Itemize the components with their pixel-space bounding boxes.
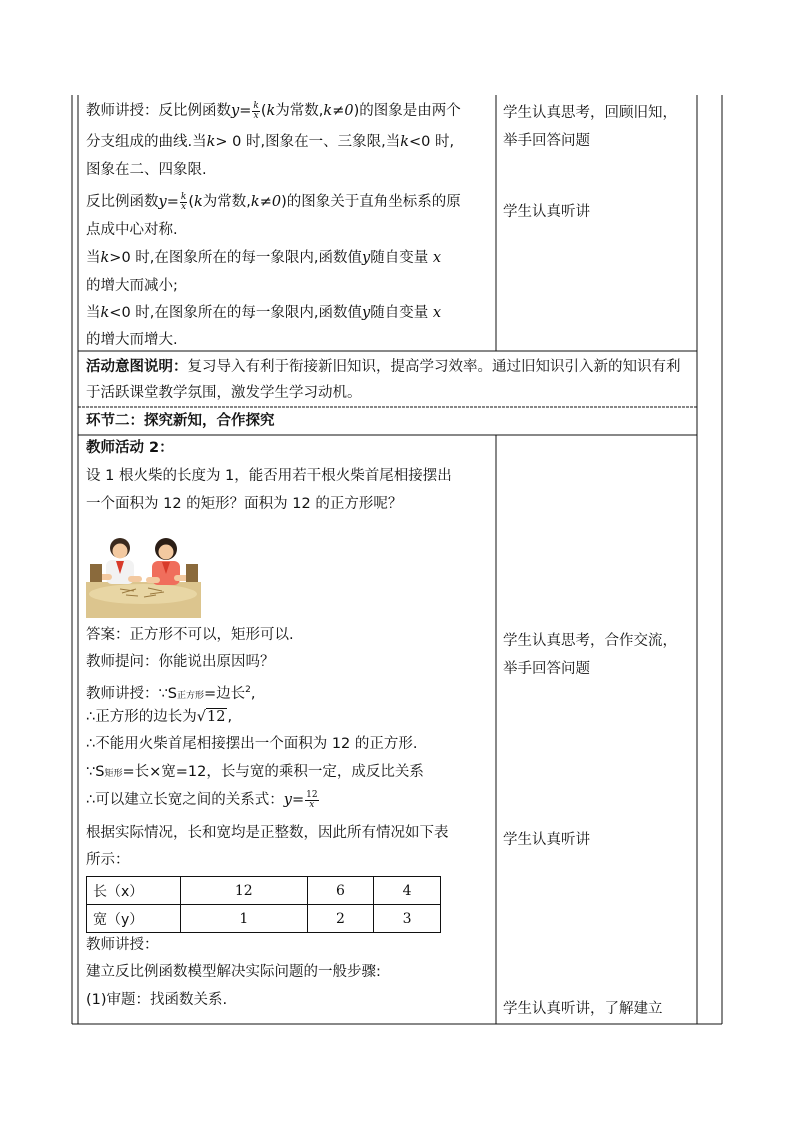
fraction-k-over-x: $\frac{k}{x}$ xyxy=(180,191,187,212)
table-cell: 长（x） xyxy=(87,877,181,905)
table-cell: 12 xyxy=(181,877,308,905)
activity2-label: 教师活动 2： xyxy=(86,440,174,456)
row2-right-response-a: 学生认真思考，合作交流，举手回答问题 xyxy=(503,633,677,677)
children-matchsticks-illustration xyxy=(86,534,201,618)
teaching-line-9: 建立反比例函数模型解决实际问题的一般步骤: xyxy=(86,964,381,980)
row1-line-5: 点成中心对称. xyxy=(86,222,178,238)
teaching-line-4: ∵S矩形=长×宽=12，长与宽的乘积一定，成反比关系 xyxy=(86,764,424,780)
table-row xyxy=(87,877,441,905)
row1-line-8: 当k<0 时,在图象所在的每一象限内,函数值y随自变量 x xyxy=(86,305,441,321)
teaching-line-8: 教师讲授： xyxy=(86,937,159,953)
teaching-line-3: ∴不能用火柴首尾相接摆出一个面积为 12 的正方形. xyxy=(86,736,418,752)
row1-line-2: 分支组成的曲线.当k> 0 时,图象在一、三象限,当k<0 时, xyxy=(86,134,455,150)
table-cell: 宽（y） xyxy=(87,905,181,933)
table-cell: 6 xyxy=(307,877,374,905)
table-row xyxy=(87,905,441,933)
row2-right-response-c: 学生认真听讲，了解建立 xyxy=(503,1001,663,1017)
table-cell: 2 xyxy=(307,905,374,933)
question-line-2: 一个面积为 12 的矩形？面积为 12 的正方形呢？ xyxy=(86,496,403,512)
teaching-line-2: ∴正方形的边长为√12 , xyxy=(86,709,233,725)
row1-line-6: 当k>0 时,在图象所在的每一象限内,函数值y随自变量 x xyxy=(86,250,441,266)
row1-line-3: 图象在二、四象限. xyxy=(86,162,207,178)
row1-right-response-a: 学生认真思考，回顾旧知，举手回答问题 xyxy=(503,105,677,149)
length-width-table xyxy=(86,876,441,933)
row1-line-9: 的增大而增大. xyxy=(86,332,178,348)
teaching-line-1: 教师讲授：∵S正方形=边长$^2$, xyxy=(86,685,256,702)
table-cell: 1 xyxy=(181,905,308,933)
row1-line-4: 反比例函数y= $\frac{k}{x}$ (k为常数,k≠0)的图象关于直角坐标系的原 xyxy=(86,191,461,212)
table-cell: 4 xyxy=(374,877,441,905)
sqrt-sign: √ xyxy=(196,709,206,725)
row1-right-response-b: 学生认真听讲 xyxy=(503,204,590,220)
row2-right-response-b: 学生认真听讲 xyxy=(503,832,590,848)
fraction-k-over-x: $\frac{k}{x}$ xyxy=(253,100,259,121)
teacher-question: 教师提问：你能说出原因吗？ xyxy=(86,654,275,670)
teaching-line-5: ∴可以建立长宽之间的关系式：y= $\frac{12}{x}$ xyxy=(86,789,318,810)
activity-intent: 活动意图说明：复习导入有利于衔接新旧知识，提高学习效率。通过旧知识引入新的知识有利于活跃课堂教学氛围，激发学生学习动机。 xyxy=(86,359,681,401)
section-2-title: 环节二：探究新知，合作探究 xyxy=(86,413,275,429)
teaching-line-10: (1)审题：找函数关系. xyxy=(86,992,228,1008)
teaching-line-7: 所示： xyxy=(86,852,130,868)
answer-line: 答案：正方形不可以，矩形可以. xyxy=(86,627,294,643)
table-cell: 3 xyxy=(374,905,441,933)
fraction-12-over-x: $\frac{12}{x}$ xyxy=(306,789,318,810)
row1-line-1: 教师讲授：反比例函数y= $\frac{k}{x}$ (k为常数,k≠0)的图象是由两个 xyxy=(86,100,461,121)
question-line-1: 设 1 根火柴的长度为 1，能否用若干根火柴首尾相接摆出 xyxy=(86,468,452,484)
row1-line-7: 的增大而减小; xyxy=(86,278,178,294)
teaching-line-6: 根据实际情况，长和宽均是正整数，因此所有情况如下表 xyxy=(86,825,449,841)
